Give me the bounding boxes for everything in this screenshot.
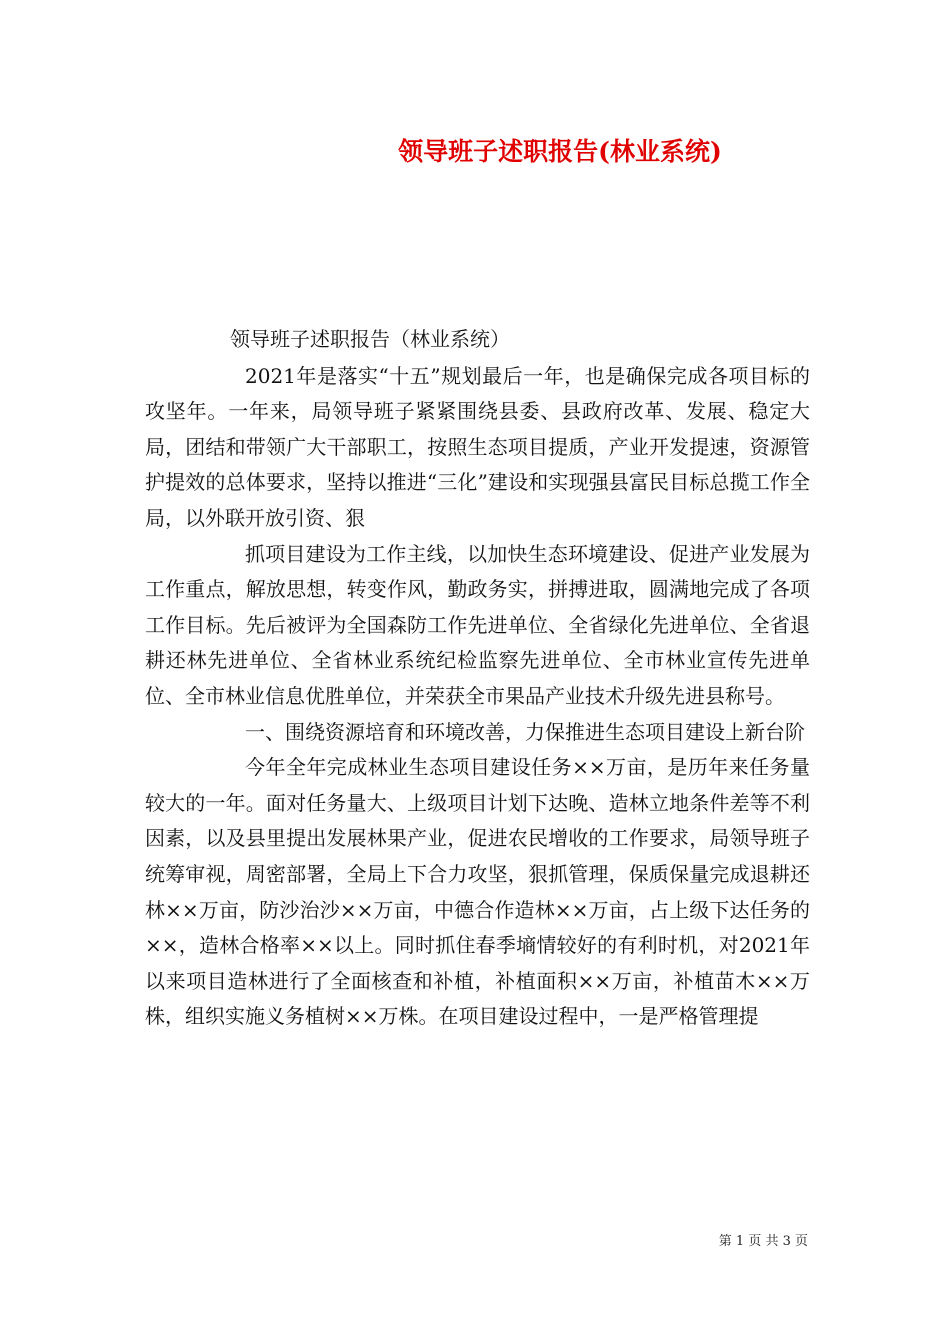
page-number-footer: 第 1 页 共 3 页 [718, 1234, 808, 1249]
paragraph-2: 抓项目建设为工作主线，以加快生态环境建设、促进产业发展为工作重点，解放思想，转变作风，勤政务实，拼搏进取，圆满地完成了各项工作目标。先后被评为全国森防工作先进单位、全省绿化先进单位、全省退耕还林先进单位、全省林业系统纪检监察先进单位、全市林业宣传先进单位、全市林业信息优胜单位，并荣获全市果品产业技术升级先进县称号。 [145, 541, 810, 708]
document-subtitle: 领导班子述职报告（林业系统） [230, 327, 510, 351]
paragraph-3: 今年全年完成林业生态项目建设任务××万亩，是历年来任务量较大的一年。面对任务量大、上级项目计划下达晚、造林立地条件差等不利因素，以及县里提出发展林果产业，促进农民增收的工作要求，局领导班子统筹审视，周密部署，全局上下合力攻坚，狠抓管理，保质保量完成退耕还林××万亩，防沙治沙××万亩，中德合作造林××万亩，占上级下达任务的××，造林合格率××以上。同时抓住春季墒情较好的有利时机，对2021年以来项目造林进行了全面核查和补植，补植面积××万亩，补植苗木××万株，组织实施义务植树××万株。在项目建设过程中，一是严格管理提 [145, 755, 810, 1029]
page-title-text: 领导班子述职报告(林业系统) [398, 137, 722, 166]
section-heading-1: 一、围绕资源培育和环境改善，力保推进生态项目建设上新台阶 [245, 719, 805, 744]
paragraph-1: 2021年是落实“十五”规划最后一年，也是确保完成各项目标的攻坚年。一年来，局领导班子紧紧围绕县委、县政府改革、发展、稳定大局，团结和带领广大干部职工，按照生态项目提质，产业开发提速，资源管护提效的总体要求，坚持以推进“三化”建设和实现强县富民目标总揽工作全局，以外联开放引资、狠 [145, 363, 810, 530]
page-title [0, 132, 950, 168]
document-body [145, 322, 810, 1035]
